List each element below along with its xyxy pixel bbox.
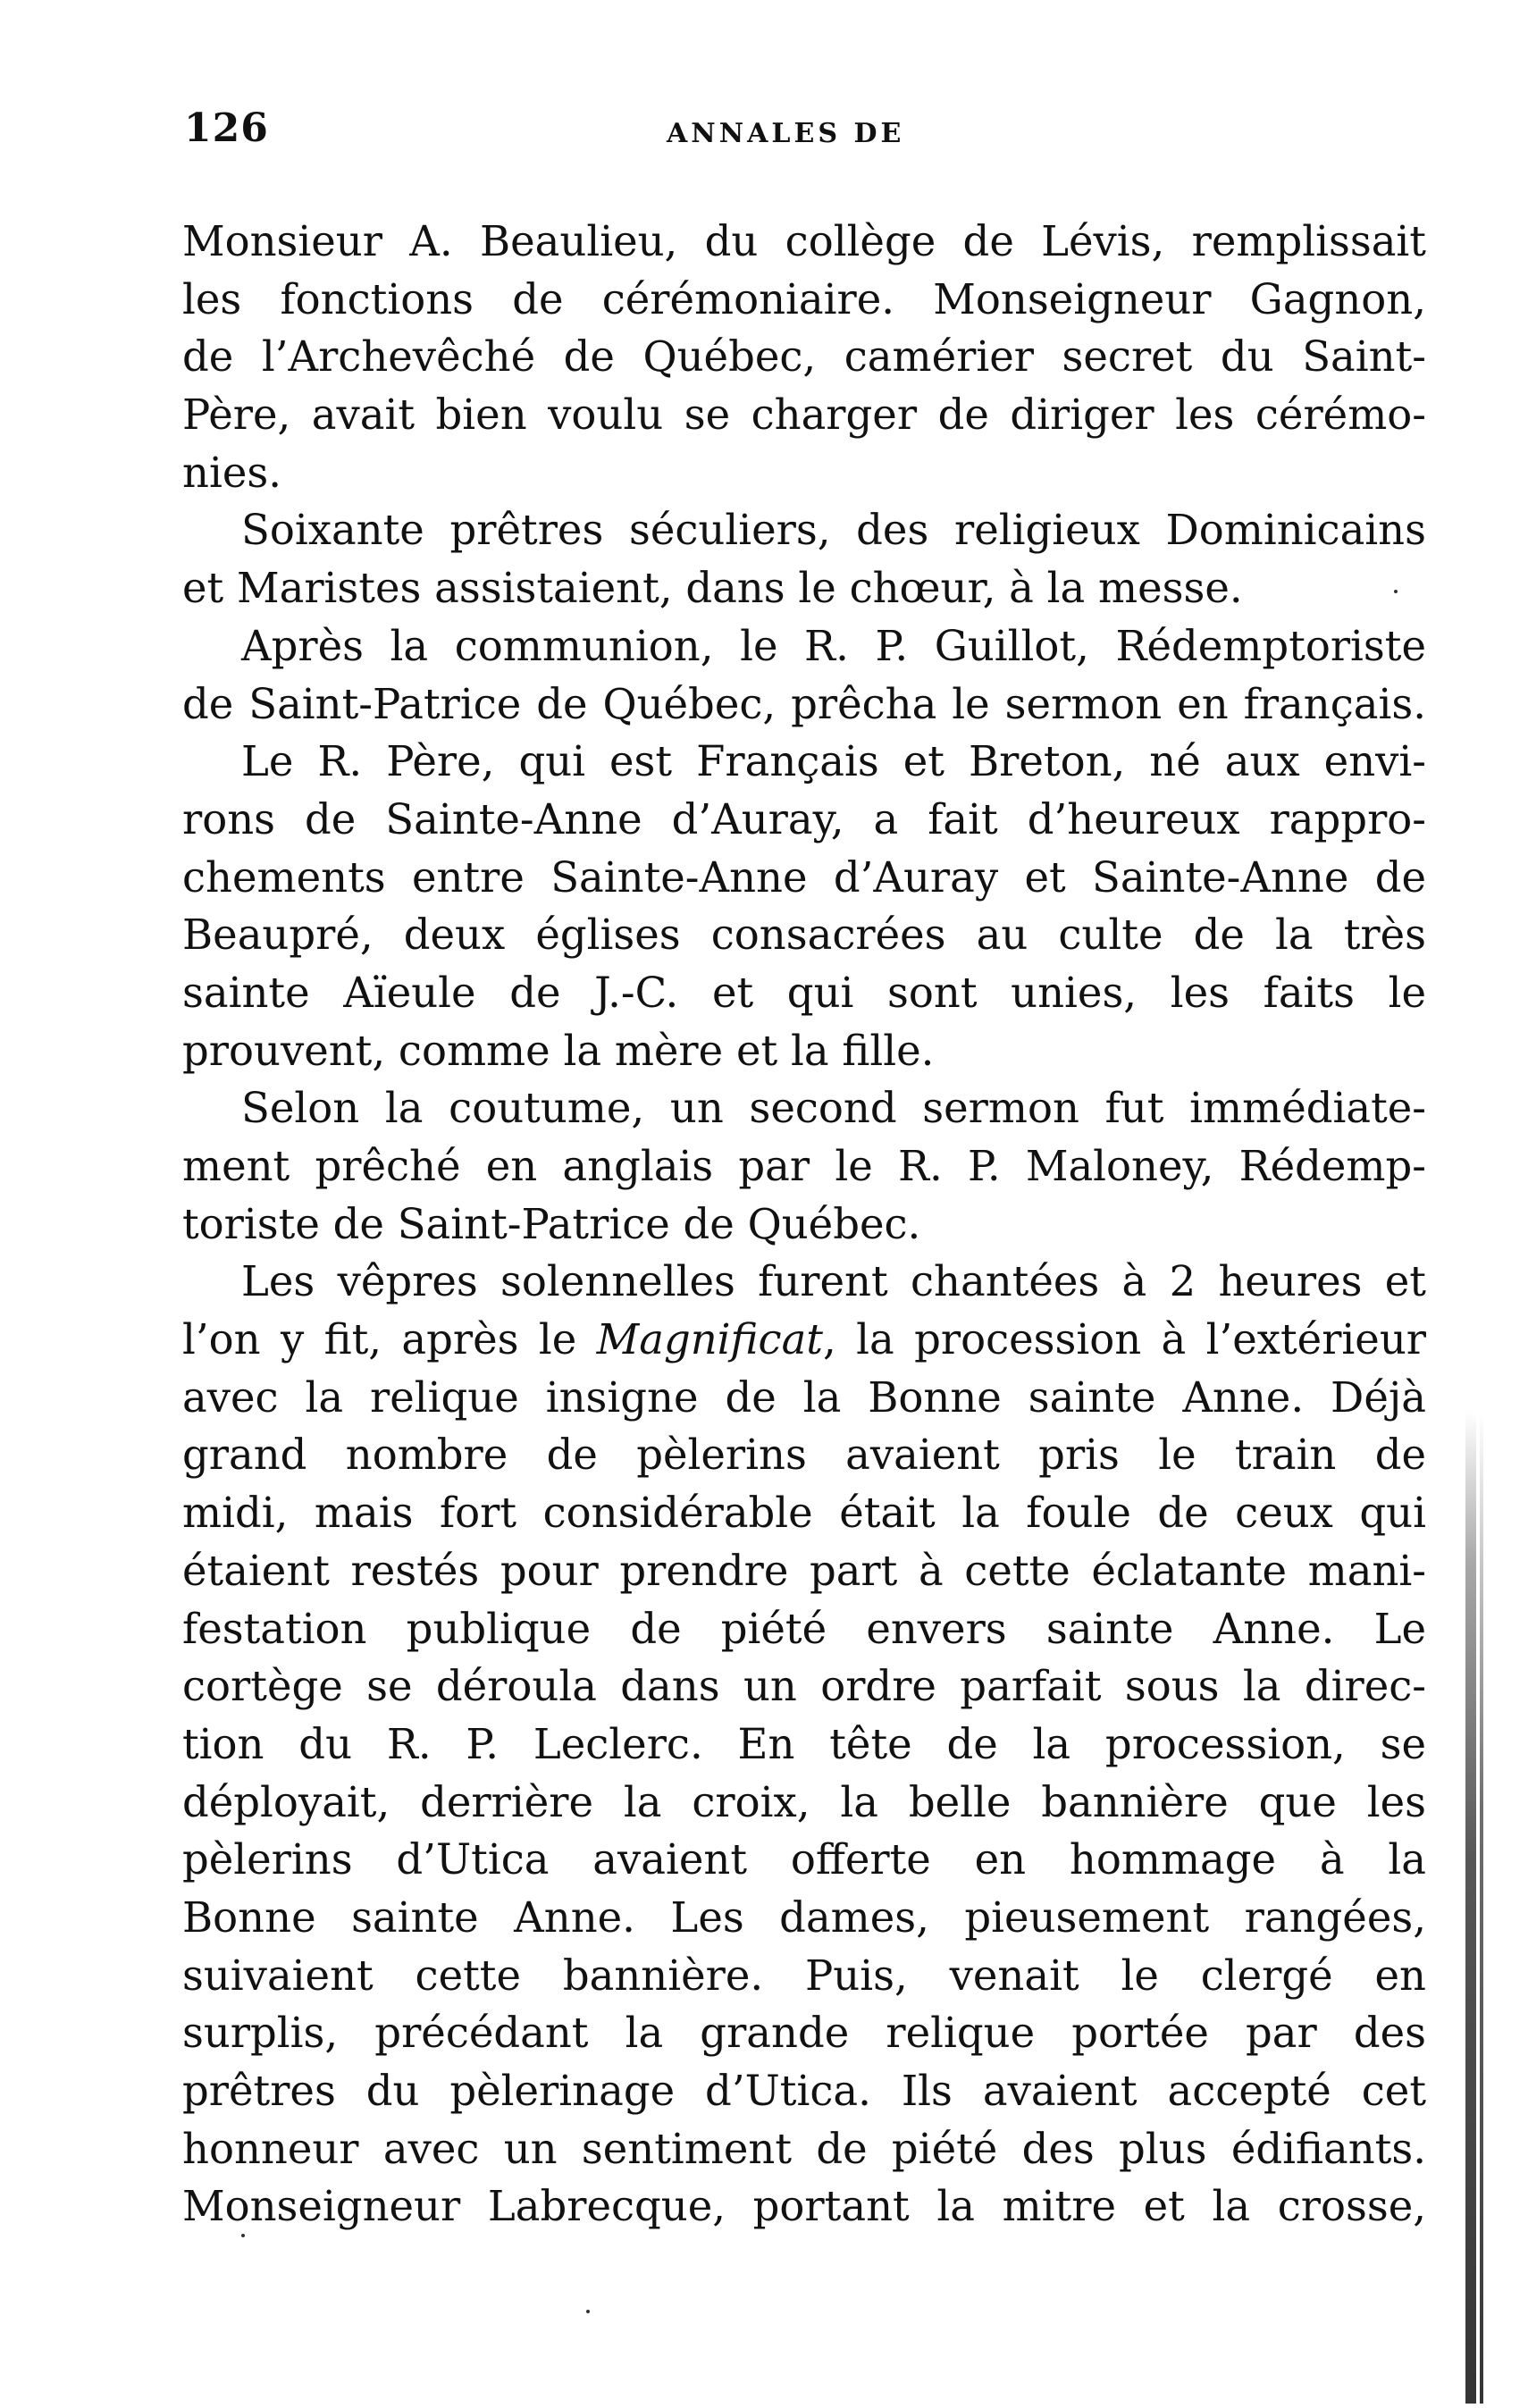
ink-speck bbox=[241, 2234, 245, 2237]
text-line: ment prêché en anglais par le R. P. Maloney, Rédemp- bbox=[182, 1142, 1426, 1190]
text-line: Les vêpres solennelles furent chantées à 2 heures et bbox=[241, 1257, 1426, 1306]
text-line: de l’Archevêché de Québec, camérier secret du Saint- bbox=[182, 332, 1426, 382]
text-line: toriste de Saint-Patrice de Québec. bbox=[182, 1199, 921, 1248]
text-line: et Maristes assistaient, dans le chœur, à la messe. bbox=[182, 564, 1243, 613]
text-line: suivaient cette bannière. Puis, venait le clergé en bbox=[182, 1951, 1426, 2000]
text-line: avec la relique insigne de la Bonne sainte Anne. Déjà bbox=[182, 1372, 1426, 1422]
text-line: Monseigneur Labrecque, portant la mitre et la crosse, bbox=[182, 2182, 1426, 2231]
page-number: 126 bbox=[184, 105, 269, 151]
running-head: ANNALES DE bbox=[667, 118, 905, 149]
text-line: déployait, derrière la croix, la belle bannière que les bbox=[182, 1777, 1426, 1826]
body-text bbox=[182, 213, 1426, 2236]
text-line: de Saint-Patrice de Québec, prêcha le sermon en français. bbox=[182, 679, 1426, 728]
ink-speck bbox=[1394, 590, 1398, 593]
text-line: festation publique de piété envers sainte Anne. Le bbox=[182, 1604, 1426, 1653]
text-line: pèlerins d’Utica avaient offerte en hommage à la bbox=[182, 1835, 1426, 1884]
text-line: Père, avait bien voulu se charger de diriger les cérémo- bbox=[182, 390, 1426, 440]
text-segment: , la procession à l’extérieur bbox=[823, 1315, 1426, 1364]
text-line: Bonne sainte Anne. Les dames, pieusement rangées, bbox=[182, 1892, 1426, 1942]
text-line: Le R. Père, qui est Français et Breton, né aux envi- bbox=[241, 737, 1426, 786]
text-line: Après la communion, le R. P. Guillot, Rédemptoriste bbox=[241, 621, 1426, 670]
page-header bbox=[184, 105, 1417, 168]
italic-word: Magnificat bbox=[596, 1315, 823, 1364]
page-edge-line bbox=[1480, 1412, 1483, 2404]
page-edge-shadow bbox=[1465, 1412, 1476, 2404]
text-line: sainte Aïeule de J.-C. et qui sont unies, les faits le bbox=[182, 968, 1426, 1017]
text-line: honneur avec un sentiment de piété des plus édifiants. bbox=[182, 2124, 1426, 2173]
text-line: midi, mais fort considérable était la foule de ceux qui bbox=[182, 1489, 1426, 1538]
text-line: prouvent, comme la mère et la fille. bbox=[182, 1026, 935, 1075]
text-line: Beaupré, deux églises consacrées au culte de la très bbox=[182, 910, 1426, 960]
text-line: grand nombre de pèlerins avaient pris le train de bbox=[182, 1431, 1426, 1480]
text-line: étaient restés pour prendre part à cette éclatante mani- bbox=[182, 1546, 1426, 1595]
text-line: Soixante prêtres séculiers, des religieux Dominicains bbox=[241, 506, 1426, 555]
text-line-with-italic bbox=[182, 1311, 1426, 1369]
text-line: cortège se déroula dans un ordre parfait sous la direc- bbox=[182, 1662, 1426, 1711]
text-line: nies. bbox=[182, 448, 281, 497]
text-line: Monsieur A. Beaulieu, du collège de Lévis, remplissait bbox=[182, 217, 1426, 265]
text-line: rons de Sainte-Anne d’Auray, a fait d’heureux rappro- bbox=[182, 794, 1426, 843]
text-line: Selon la coutume, un second sermon fut immédiate- bbox=[241, 1084, 1426, 1133]
ink-speck bbox=[586, 2310, 590, 2313]
text-line: chements entre Sainte-Anne d’Auray et Sainte-Anne de bbox=[182, 852, 1426, 902]
text-line: tion du R. P. Leclerc. En tête de la procession, se bbox=[182, 1719, 1426, 1768]
text-line: les fonctions de cérémoniaire. Monseigneur Gagnon, bbox=[182, 274, 1426, 323]
text-line: surplis, précédant la grande relique portée par des bbox=[182, 2009, 1426, 2058]
text-segment: l’on y fit, après le bbox=[182, 1315, 597, 1364]
text-line: prêtres du pèlerinage d’Utica. Ils avaient accepté cet bbox=[182, 2067, 1426, 2115]
